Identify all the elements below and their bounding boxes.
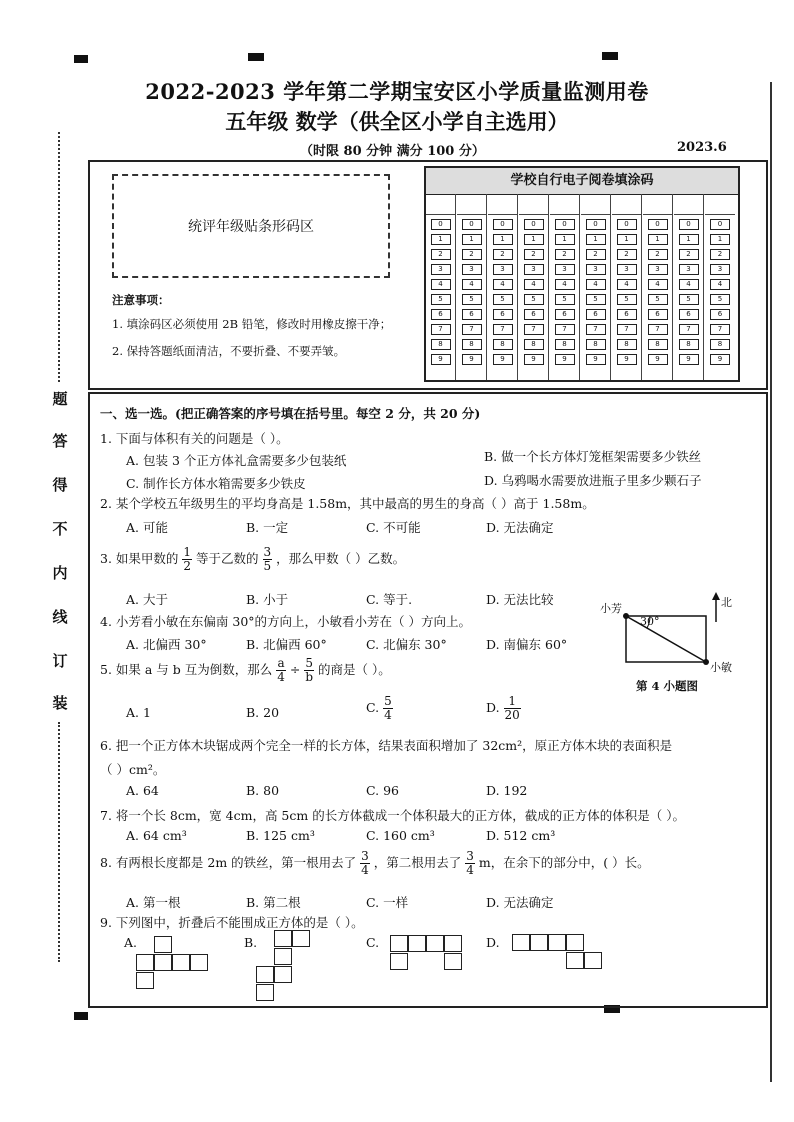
net-square <box>256 966 274 983</box>
code-bubble[interactable]: 7 <box>462 324 482 335</box>
q1-option-b: B. 做一个长方体灯笼框架需要多少铁丝 <box>484 449 702 464</box>
code-fill-grid <box>424 166 740 382</box>
q9-option-d-label: D. <box>486 935 500 950</box>
code-bubble[interactable]: 9 <box>431 354 451 365</box>
code-bubble[interactable]: 7 <box>679 324 699 335</box>
code-bubble[interactable]: 8 <box>679 339 699 350</box>
frac-den: b <box>305 670 314 684</box>
code-bubble[interactable]: 2 <box>679 249 699 260</box>
q1-option-a: A. 包装 3 个正方体礼盒需要多少包装纸 <box>126 453 347 468</box>
code-bubble[interactable]: 5 <box>431 294 451 305</box>
registration-mark <box>74 55 88 63</box>
fraction <box>276 657 286 684</box>
code-bubble[interactable]: 0 <box>586 219 606 230</box>
q3-option-c: C. 等于. <box>366 592 413 607</box>
code-grid-column <box>674 194 704 380</box>
code-bubble[interactable]: 1 <box>462 234 482 245</box>
code-bubble[interactable]: 3 <box>617 264 637 275</box>
code-bubble[interactable]: 0 <box>555 219 575 230</box>
net-square <box>154 936 172 953</box>
frac-den: 2 <box>183 559 192 573</box>
code-bubble[interactable]: 8 <box>431 339 451 350</box>
net-square <box>408 935 426 952</box>
code-bubble[interactable]: 0 <box>710 219 730 230</box>
q8-text: ，第二根用去了 <box>373 855 462 870</box>
q2-option-d: D. 无法确定 <box>486 520 554 535</box>
q6-option-d: D. 192 <box>486 783 528 798</box>
right-margin-line <box>770 82 772 1082</box>
code-bubble[interactable]: 4 <box>617 279 637 290</box>
code-bubble[interactable]: 0 <box>431 219 451 230</box>
code-bubble[interactable]: 7 <box>431 324 451 335</box>
q5-option-b: B. 20 <box>246 705 280 720</box>
net-square <box>390 953 408 970</box>
q3-text: ，那么甲数（ ）乙数。 <box>276 551 406 566</box>
code-bubble[interactable]: 7 <box>710 324 730 335</box>
code-bubble[interactable]: 6 <box>586 309 606 320</box>
q2-option-a: A. 可能 <box>126 520 168 535</box>
q4-fig-north: 北 <box>721 596 732 609</box>
q5-option-d <box>486 695 521 722</box>
code-bubble[interactable]: 0 <box>493 219 513 230</box>
q7-option-c: C. 160 cm³ <box>366 828 435 843</box>
q3-option-d: D. 无法比较 <box>486 592 554 607</box>
code-grid-column <box>457 194 487 380</box>
exam-meta: （时限 80 分钟 满分 100 分） <box>300 144 485 159</box>
barcode-label: 统评年级贴条形码区 <box>188 219 314 235</box>
net-square <box>530 934 548 951</box>
fraction <box>182 546 192 573</box>
q1-option-d: D. 乌鸦喝水需要放进瓶子里多少颗石子 <box>484 473 702 488</box>
code-bubble[interactable]: 7 <box>555 324 575 335</box>
fraction <box>383 695 393 722</box>
q6-option-b: B. 80 <box>246 783 280 798</box>
net-square <box>154 954 172 971</box>
q5-c-label: C. <box>366 700 380 715</box>
code-bubble[interactable]: 2 <box>710 249 730 260</box>
q2-option-b: B. 一定 <box>246 520 289 535</box>
code-bubble[interactable]: 1 <box>493 234 513 245</box>
net-square <box>390 935 408 952</box>
fraction <box>465 850 475 877</box>
frac-num: a <box>277 656 285 670</box>
fraction <box>263 546 273 573</box>
question-6: 6. 把一个正方体木块锯成两个完全一样的长方体，结果表面积增加了 32cm²，原正方体木块的表面积是 <box>100 738 673 753</box>
question-7: 7. 将一个长 8cm，宽 4cm，高 5cm 的长方体截成一个体积最大的正方体，截成的正方体的体积是（ ）。 <box>100 808 685 823</box>
code-grid-write-cell[interactable] <box>612 194 641 215</box>
exam-subtitle: 五年级 数学（供全区小学自主选用） <box>225 109 569 134</box>
code-bubble[interactable]: 5 <box>555 294 575 305</box>
q7-option-b: B. 125 cm³ <box>246 828 315 843</box>
q9-option-c-label: C. <box>366 935 380 950</box>
code-bubble[interactable]: 4 <box>493 279 513 290</box>
frac-num: 5 <box>384 694 392 708</box>
net-square <box>136 972 154 989</box>
code-bubble[interactable]: 8 <box>586 339 606 350</box>
code-bubble[interactable]: 2 <box>648 249 668 260</box>
code-bubble[interactable]: 0 <box>524 219 544 230</box>
net-square <box>256 984 274 1001</box>
q8-text: m，在余下的部分中，( ）长。 <box>478 855 650 870</box>
q3-text: 3. 如果甲数的 <box>100 551 179 566</box>
net-square <box>548 934 566 951</box>
code-bubble[interactable]: 8 <box>555 339 575 350</box>
frac-den: 4 <box>277 670 285 684</box>
code-bubble[interactable]: 5 <box>493 294 513 305</box>
code-bubble[interactable]: 8 <box>524 339 544 350</box>
code-grid-column <box>488 194 518 380</box>
code-bubble[interactable]: 2 <box>431 249 451 260</box>
code-grid-write-cell[interactable] <box>643 194 672 215</box>
code-bubble[interactable]: 4 <box>431 279 451 290</box>
net-square <box>292 930 310 947</box>
binding-char: 得 <box>52 476 68 494</box>
frac-num: 1 <box>183 545 192 559</box>
registration-mark <box>602 52 618 60</box>
code-grid-column <box>581 194 611 380</box>
net-square <box>190 954 208 971</box>
fraction <box>304 657 314 684</box>
fraction <box>504 695 521 722</box>
net-square <box>444 935 462 952</box>
question-1: 1. 下面与体积有关的问题是（ ）。 <box>100 431 289 446</box>
code-grid-write-cell[interactable] <box>550 194 579 215</box>
code-bubble[interactable]: 2 <box>586 249 606 260</box>
binding-char: 答 <box>52 432 68 450</box>
code-grid-column <box>519 194 549 380</box>
code-grid-column <box>643 194 673 380</box>
code-bubble[interactable]: 4 <box>710 279 730 290</box>
registration-mark <box>74 1012 88 1020</box>
code-bubble[interactable]: 2 <box>462 249 482 260</box>
code-bubble[interactable]: 6 <box>493 309 513 320</box>
code-grid-column <box>612 194 642 380</box>
code-bubble[interactable]: 6 <box>648 309 668 320</box>
q8-option-d: D. 无法确定 <box>486 895 554 910</box>
q5-d-label: D. <box>486 700 500 715</box>
code-bubble[interactable]: 2 <box>617 249 637 260</box>
code-grid-write-cell[interactable] <box>488 194 517 215</box>
binding-char: 不 <box>52 520 68 538</box>
frac-den: 4 <box>384 708 392 722</box>
q4-fig-angle: 30° <box>640 615 660 628</box>
code-bubble[interactable]: 0 <box>462 219 482 230</box>
net-square <box>274 948 292 965</box>
code-bubble[interactable]: 6 <box>462 309 482 320</box>
q4-option-c: C. 北偏东 30° <box>366 637 447 652</box>
code-bubble[interactable]: 6 <box>524 309 544 320</box>
q9-option-a-label: A. <box>124 935 138 950</box>
frac-den: 4 <box>361 863 369 877</box>
frac-den: 4 <box>466 863 474 877</box>
q8-option-c: C. 一样 <box>366 895 409 910</box>
code-bubble[interactable]: 3 <box>462 264 482 275</box>
q5-text: 的商是（ ）。 <box>318 662 391 677</box>
code-bubble[interactable]: 3 <box>555 264 575 275</box>
question-3 <box>100 546 405 573</box>
q4-option-a: A. 北偏西 30° <box>126 637 207 652</box>
binding-char: 内 <box>52 564 68 582</box>
code-bubble[interactable]: 4 <box>555 279 575 290</box>
code-grid-write-cell[interactable] <box>426 194 455 215</box>
note-item: 1. 填涂码区必须使用 2B 铅笔，修改时用橡皮擦干净； <box>112 317 392 331</box>
q5-text: 5. 如果 a 与 b 互为倒数，那么 <box>100 662 273 677</box>
binding-char: 线 <box>52 608 68 626</box>
code-grid-title: 学校自行电子阅卷填涂码 <box>426 168 738 195</box>
code-bubble[interactable]: 1 <box>555 234 575 245</box>
q4-option-b: B. 北偏西 60° <box>246 637 327 652</box>
code-grid-write-cell[interactable] <box>457 194 486 215</box>
binding-char: 订 <box>52 652 68 670</box>
section-heading: 一、选一选。(把正确答案的序号填在括号里。每空 2 分，共 20 分) <box>100 406 481 421</box>
note-item: 2. 保持答题纸面清洁，不要折叠、不要弄皱。 <box>112 344 346 358</box>
code-bubble[interactable]: 3 <box>679 264 699 275</box>
code-bubble[interactable]: 9 <box>648 354 668 365</box>
code-bubble[interactable]: 7 <box>648 324 668 335</box>
code-bubble[interactable]: 5 <box>586 294 606 305</box>
code-bubble[interactable]: 8 <box>617 339 637 350</box>
q8-option-b: B. 第二根 <box>246 895 301 910</box>
q6-option-a: A. 64 <box>126 783 159 798</box>
question-4: 4. 小芳看小敏在东偏南 30°的方向上，小敏看小芳在（ ）方向上。 <box>100 614 472 629</box>
code-bubble[interactable]: 1 <box>710 234 730 245</box>
q4-fig-person2: 小敏 <box>710 661 732 674</box>
code-bubble[interactable]: 6 <box>679 309 699 320</box>
net-square <box>512 934 530 951</box>
frac-num: 5 <box>305 656 313 670</box>
code-bubble[interactable]: 7 <box>524 324 544 335</box>
code-bubble[interactable]: 8 <box>648 339 668 350</box>
code-bubble[interactable]: 2 <box>493 249 513 260</box>
code-bubble[interactable]: 8 <box>462 339 482 350</box>
code-bubble[interactable]: 9 <box>617 354 637 365</box>
code-bubble[interactable]: 7 <box>493 324 513 335</box>
code-grid-write-cell[interactable] <box>519 194 548 215</box>
code-bubble[interactable]: 6 <box>431 309 451 320</box>
code-bubble[interactable]: 1 <box>648 234 668 245</box>
code-bubble[interactable]: 3 <box>431 264 451 275</box>
q8-option-a: A. 第一根 <box>126 895 181 910</box>
code-bubble[interactable]: 1 <box>679 234 699 245</box>
code-bubble[interactable]: 4 <box>524 279 544 290</box>
code-bubble[interactable]: 6 <box>555 309 575 320</box>
fraction <box>360 850 370 877</box>
code-bubble[interactable]: 5 <box>524 294 544 305</box>
code-bubble[interactable]: 0 <box>679 219 699 230</box>
frac-num: 1 <box>504 695 521 709</box>
code-bubble[interactable]: 3 <box>493 264 513 275</box>
code-bubble[interactable]: 1 <box>586 234 606 245</box>
code-bubble[interactable]: 4 <box>648 279 668 290</box>
frac-den: 20 <box>504 708 520 722</box>
q3-text: 等于乙数的 <box>196 551 259 566</box>
frac-num: 3 <box>361 849 369 863</box>
code-bubble[interactable]: 5 <box>462 294 482 305</box>
code-bubble[interactable]: 0 <box>617 219 637 230</box>
code-grid-write-cell[interactable] <box>705 194 735 215</box>
net-square <box>566 952 584 969</box>
code-bubble[interactable]: 5 <box>617 294 637 305</box>
net-square <box>444 953 462 970</box>
frac-num: 3 <box>466 849 474 863</box>
code-bubble[interactable]: 9 <box>710 354 730 365</box>
net-square <box>136 954 154 971</box>
code-bubble[interactable]: 4 <box>679 279 699 290</box>
q7-option-a: A. 64 cm³ <box>126 828 187 843</box>
q3-option-b: B. 小于 <box>246 592 289 607</box>
code-bubble[interactable]: 1 <box>524 234 544 245</box>
frac-den: 5 <box>263 559 272 573</box>
code-bubble[interactable]: 7 <box>617 324 637 335</box>
code-bubble[interactable]: 5 <box>710 294 730 305</box>
code-bubble[interactable]: 1 <box>617 234 637 245</box>
code-bubble[interactable]: 3 <box>710 264 730 275</box>
code-bubble[interactable]: 9 <box>524 354 544 365</box>
q4-option-d: D. 南偏东 60° <box>486 637 568 652</box>
code-bubble[interactable]: 3 <box>524 264 544 275</box>
code-bubble[interactable]: 0 <box>648 219 668 230</box>
q8-text: 8. 有两根长度都是 2m 的铁丝，第一根用去了 <box>100 855 357 870</box>
binding-char: 题 <box>52 390 68 408</box>
code-bubble[interactable]: 6 <box>617 309 637 320</box>
code-grid-column <box>426 194 456 380</box>
question-8 <box>100 850 650 877</box>
code-bubble[interactable]: 2 <box>524 249 544 260</box>
registration-mark <box>248 53 264 61</box>
q1-option-c: C. 制作长方体水箱需要多少铁皮 <box>126 476 306 491</box>
question-6-cont: （ ）cm²。 <box>100 762 166 777</box>
code-grid-write-cell[interactable] <box>581 194 610 215</box>
code-bubble[interactable]: 9 <box>586 354 606 365</box>
net-square <box>584 952 602 969</box>
question-5 <box>100 657 391 684</box>
binding-char: 装 <box>52 694 68 712</box>
binding-dotted-line <box>58 722 60 962</box>
code-bubble[interactable]: 9 <box>555 354 575 365</box>
code-bubble[interactable]: 9 <box>679 354 699 365</box>
q7-option-d: D. 512 cm³ <box>486 828 556 843</box>
notes-title: 注意事项： <box>112 293 170 307</box>
question-9: 9. 下列图中，折叠后不能围成正方体的是（ ）。 <box>100 915 364 930</box>
barcode-area <box>112 174 390 278</box>
code-bubble[interactable]: 5 <box>648 294 668 305</box>
code-grid-write-cell[interactable] <box>674 194 703 215</box>
exam-title: 2022-2023 学年第二学期宝安区小学质量监测用卷 <box>145 79 649 104</box>
q2-option-c: C. 不可能 <box>366 520 421 535</box>
net-square <box>274 930 292 947</box>
q9-option-b-label: B. <box>244 935 258 950</box>
code-bubble[interactable]: 8 <box>710 339 730 350</box>
q3-option-a: A. 大于 <box>126 592 168 607</box>
code-bubble[interactable]: 4 <box>462 279 482 290</box>
code-bubble[interactable]: 7 <box>586 324 606 335</box>
q5-operator: ÷ <box>289 662 301 677</box>
net-square <box>566 934 584 951</box>
code-bubble[interactable]: 8 <box>493 339 513 350</box>
question-2: 2. 某个学校五年级男生的平均身高是 1.58m，其中最高的男生的身高（ ）高于 1.58m。 <box>100 496 595 511</box>
code-bubble[interactable]: 3 <box>648 264 668 275</box>
binding-dotted-line <box>58 132 60 382</box>
code-bubble[interactable]: 4 <box>586 279 606 290</box>
code-bubble[interactable]: 5 <box>679 294 699 305</box>
q6-option-c: C. 96 <box>366 783 399 798</box>
exam-date: 2023.6 <box>677 140 727 155</box>
code-grid-column <box>705 194 735 380</box>
q5-option-a: A. 1 <box>126 705 151 720</box>
code-grid-column <box>550 194 580 380</box>
code-bubble[interactable]: 3 <box>586 264 606 275</box>
code-bubble[interactable]: 9 <box>462 354 482 365</box>
q4-fig-person1: 小芳 <box>600 602 622 615</box>
code-bubble[interactable]: 9 <box>493 354 513 365</box>
net-square <box>274 966 292 983</box>
net-square <box>172 954 190 971</box>
code-bubble[interactable]: 6 <box>710 309 730 320</box>
q4-fig-caption: 第 4 小题图 <box>636 679 699 693</box>
net-square <box>426 935 444 952</box>
q5-option-c <box>366 695 393 722</box>
frac-num: 3 <box>263 545 272 559</box>
code-bubble[interactable]: 2 <box>555 249 575 260</box>
code-bubble[interactable]: 1 <box>431 234 451 245</box>
